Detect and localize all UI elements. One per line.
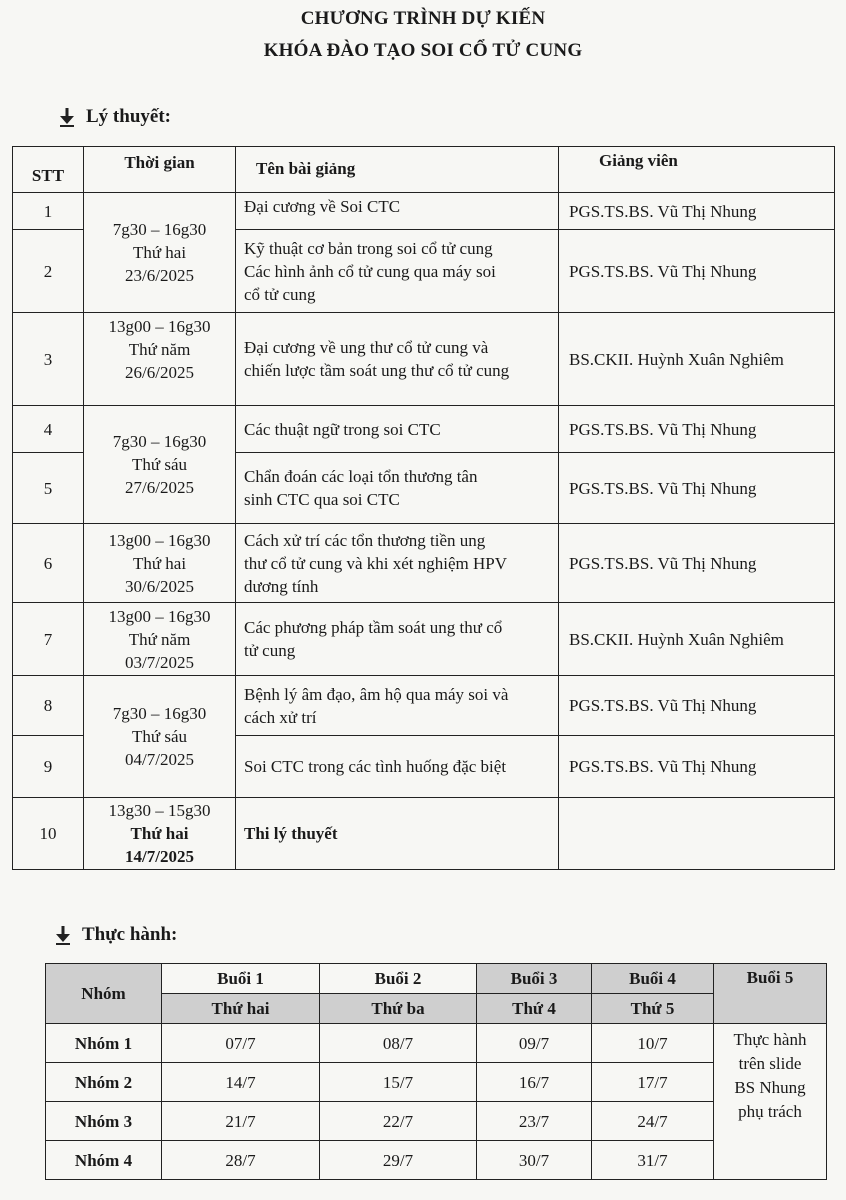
session-day: Thứ ba xyxy=(320,994,477,1024)
time-range: 13g30 – 15g30 xyxy=(108,801,211,820)
lecturer-cell: PGS.TS.BS. Vũ Thị Nhung xyxy=(559,736,835,798)
time-date: 30/6/2025 xyxy=(125,576,194,596)
lecture-cell xyxy=(236,230,559,313)
lecturer-cell xyxy=(559,798,835,870)
row-stt: 9 xyxy=(13,736,84,798)
session-date: 22/7 xyxy=(320,1102,477,1141)
table-row xyxy=(13,603,835,676)
practice-section-heading xyxy=(54,924,177,946)
note-line: phụ trách xyxy=(738,1102,802,1121)
lecture-title-line: Kỹ thuật cơ bản trong soi cổ tử cung xyxy=(244,238,493,258)
document-title-line2: KHÓA ĐÀO TẠO SOI CỔ TỬ CUNG xyxy=(263,40,583,61)
lecture-title-line: Các thuật ngữ trong soi CTC xyxy=(244,419,441,439)
session-date: 28/7 xyxy=(162,1141,320,1180)
session5-note xyxy=(714,1024,827,1180)
note-line: trên slide xyxy=(738,1054,802,1073)
time-date: 23/6/2025 xyxy=(125,266,194,285)
session-date: 31/7 xyxy=(592,1141,714,1180)
time-date: 04/7/2025 xyxy=(125,750,194,769)
time-range: 13g00 – 16g30 xyxy=(108,606,211,626)
time-weekday: Thứ hai xyxy=(132,243,187,262)
lecture-title-line: Cách xử trí các tổn thương tiền ung xyxy=(244,530,486,550)
session-date: 23/7 xyxy=(477,1102,592,1141)
session-date: 14/7 xyxy=(162,1063,320,1102)
time-weekday: Thứ sáu xyxy=(131,455,187,474)
time-range: 7g30 – 16g30 xyxy=(112,704,207,723)
lecture-title-line: cách xử trí xyxy=(244,707,317,727)
session-date: 21/7 xyxy=(162,1102,320,1141)
practice-day-row xyxy=(46,994,827,1024)
lecture-cell xyxy=(236,193,559,230)
table-row xyxy=(13,676,835,736)
group-name: Nhóm 4 xyxy=(46,1141,162,1180)
time-cell xyxy=(84,676,236,798)
group-column-header: Nhóm xyxy=(46,964,162,1024)
session-date: 16/7 xyxy=(477,1063,592,1102)
column-header-lecturer: Giảng viên xyxy=(559,147,835,193)
lecture-title-line: Thi lý thuyết xyxy=(244,824,338,843)
lecturer-cell: PGS.TS.BS. Vũ Thị Nhung xyxy=(559,406,835,453)
table-row xyxy=(13,798,835,870)
lecture-title-line: Các hình ảnh cổ tử cung qua máy soi xyxy=(244,261,496,281)
lecture-cell xyxy=(236,603,559,676)
session-date: 07/7 xyxy=(162,1024,320,1063)
lecture-title-line: Các phương pháp tầm soát ung thư cổ xyxy=(244,618,503,637)
theory-section-heading xyxy=(58,106,171,128)
column-header-stt: STT xyxy=(13,147,84,193)
time-cell xyxy=(84,524,236,603)
row-stt: 4 xyxy=(13,406,84,453)
session-day: Thứ 4 xyxy=(477,994,592,1024)
session-date: 09/7 xyxy=(477,1024,592,1063)
lecture-title-line: tử cung xyxy=(244,641,296,660)
time-cell xyxy=(84,798,236,870)
table-row xyxy=(13,524,835,603)
document-title-line1: CHƯƠNG TRÌNH DỰ KIẾN xyxy=(300,8,546,29)
row-stt: 5 xyxy=(13,453,84,524)
lecture-cell xyxy=(236,313,559,406)
lecturer-cell: PGS.TS.BS. Vũ Thị Nhung xyxy=(559,453,835,524)
practice-header-row xyxy=(46,964,827,994)
table-row xyxy=(13,193,835,230)
session-date: 15/7 xyxy=(320,1063,477,1102)
row-stt: 3 xyxy=(13,313,84,406)
column-header-time: Thời gian xyxy=(84,147,236,193)
time-weekday: Thứ hai xyxy=(132,553,187,573)
lecture-cell xyxy=(236,524,559,603)
time-range: 13g00 – 16g30 xyxy=(108,317,211,336)
row-stt: 8 xyxy=(13,676,84,736)
session-header: Buổi 3 xyxy=(477,964,592,994)
session-day: Thứ 5 xyxy=(592,994,714,1024)
session-date: 08/7 xyxy=(320,1024,477,1063)
session-day: Thứ hai xyxy=(162,994,320,1024)
table-row xyxy=(46,1141,827,1180)
session-header: Buổi 1 xyxy=(162,964,320,994)
session-header: Buổi 5 xyxy=(714,964,827,1024)
note-line: Thực hành xyxy=(733,1030,807,1049)
time-date: 14/7/2025 xyxy=(125,847,194,866)
lecturer-cell: PGS.TS.BS. Vũ Thị Nhung xyxy=(559,676,835,736)
session-date: 10/7 xyxy=(592,1024,714,1063)
lecture-title-line: cổ tử cung xyxy=(244,284,316,304)
row-stt: 10 xyxy=(13,798,84,870)
time-cell xyxy=(84,603,236,676)
lecture-title-line: chiến lược tầm soát ung thư cổ tử cung xyxy=(244,361,510,380)
table-row xyxy=(46,1024,827,1063)
table-row xyxy=(46,1102,827,1141)
session-header: Buổi 4 xyxy=(592,964,714,994)
time-date: 26/6/2025 xyxy=(125,363,194,382)
time-range: 7g30 – 16g30 xyxy=(112,432,207,451)
lecturer-cell: BS.CKII. Huỳnh Xuân Nghiêm xyxy=(559,603,835,676)
table-header-row xyxy=(13,147,835,193)
session-date: 30/7 xyxy=(477,1141,592,1180)
lecture-title-line: Chẩn đoán các loại tổn thương tân xyxy=(244,467,478,486)
practice-section-label: Thực hành: xyxy=(82,924,178,945)
time-date: 27/6/2025 xyxy=(125,478,194,497)
time-range: 7g30 – 16g30 xyxy=(112,220,207,239)
group-name: Nhóm 3 xyxy=(46,1102,162,1141)
row-stt: 6 xyxy=(13,524,84,603)
lecture-cell xyxy=(236,676,559,736)
group-name: Nhóm 1 xyxy=(46,1024,162,1063)
down-arrow-bullet-icon xyxy=(58,107,76,127)
time-cell xyxy=(84,406,236,524)
lecturer-cell: PGS.TS.BS. Vũ Thị Nhung xyxy=(559,193,835,230)
theory-schedule-table xyxy=(12,146,835,870)
lecture-title-line: sinh CTC qua soi CTC xyxy=(244,490,400,509)
time-weekday: Thứ hai xyxy=(130,824,189,843)
session-date: 17/7 xyxy=(592,1063,714,1102)
down-arrow-bullet-icon xyxy=(54,925,72,945)
lecture-cell xyxy=(236,453,559,524)
row-stt: 1 xyxy=(13,193,84,230)
lecture-cell xyxy=(236,736,559,798)
lecture-title-line: thư cổ tử cung và khi xét nghiệm HPV xyxy=(244,553,508,573)
session-header: Buổi 2 xyxy=(320,964,477,994)
time-cell xyxy=(84,193,236,313)
session-date: 29/7 xyxy=(320,1141,477,1180)
lecture-cell xyxy=(236,406,559,453)
time-range: 13g00 – 16g30 xyxy=(108,530,211,550)
time-weekday: Thứ năm xyxy=(128,340,191,359)
lecturer-cell: PGS.TS.BS. Vũ Thị Nhung xyxy=(559,524,835,603)
lecture-title-line: Đại cương về ung thư cổ tử cung và xyxy=(244,338,489,357)
table-row xyxy=(13,313,835,406)
row-stt: 7 xyxy=(13,603,84,676)
lecturer-cell: PGS.TS.BS. Vũ Thị Nhung xyxy=(559,230,835,313)
lecture-title-line: Đại cương về Soi CTC xyxy=(244,197,401,216)
lecture-title-line: Soi CTC trong các tình huống đặc biệt xyxy=(244,757,507,776)
table-row xyxy=(13,406,835,453)
table-row xyxy=(46,1063,827,1102)
column-header-lecture: Tên bài giảng xyxy=(236,147,559,193)
group-name: Nhóm 2 xyxy=(46,1063,162,1102)
lecturer-cell: BS.CKII. Huỳnh Xuân Nghiêm xyxy=(559,313,835,406)
time-weekday: Thứ năm xyxy=(128,629,191,649)
time-date: 03/7/2025 xyxy=(125,652,194,672)
note-line: BS Nhung xyxy=(734,1078,806,1097)
time-weekday: Thứ sáu xyxy=(131,727,187,746)
session-date: 24/7 xyxy=(592,1102,714,1141)
time-cell xyxy=(84,313,236,406)
lecture-title-line: Bệnh lý âm đạo, âm hộ qua máy soi và xyxy=(244,684,509,704)
row-stt: 2 xyxy=(13,230,84,313)
theory-section-label: Lý thuyết: xyxy=(86,106,171,127)
practice-schedule-table xyxy=(45,963,827,1180)
lecture-cell xyxy=(236,798,559,870)
lecture-title-line: dương tính xyxy=(244,576,319,596)
